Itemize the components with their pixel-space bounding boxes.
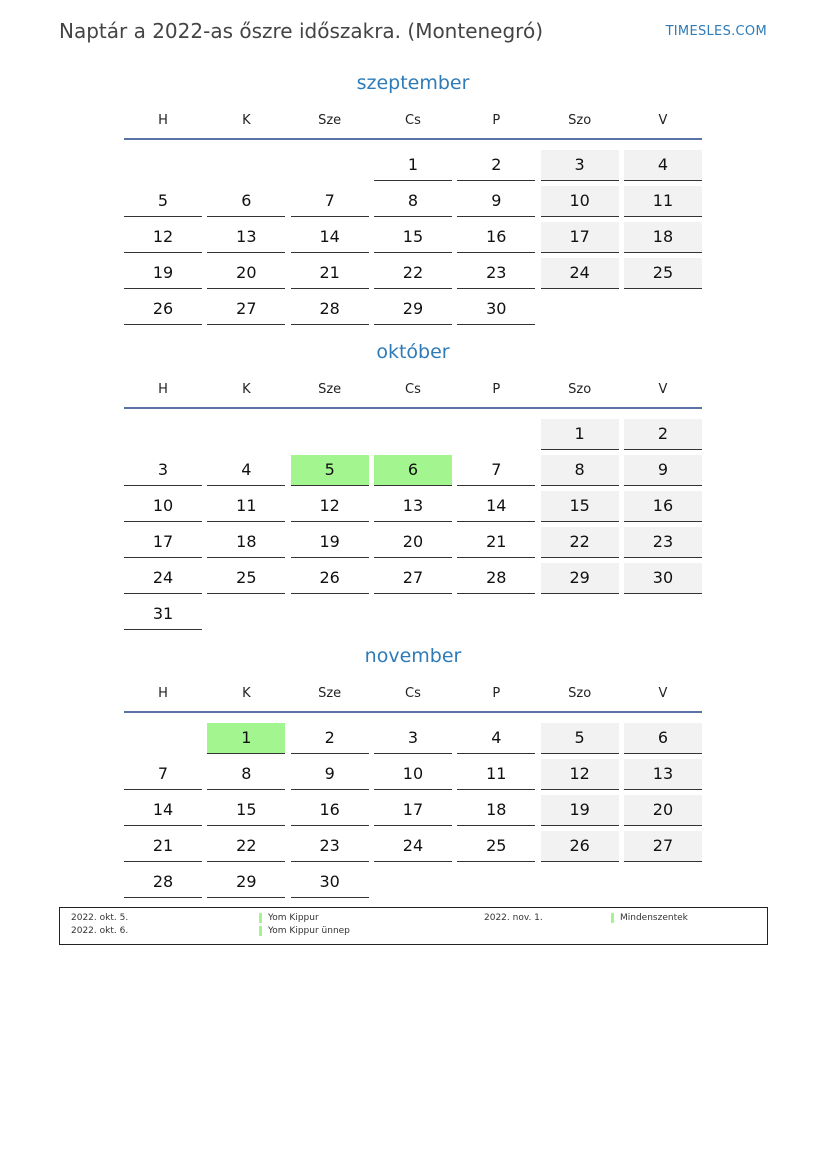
weekday-label: H [158, 112, 168, 128]
weekday-label: Cs [405, 685, 421, 701]
weekend-day-cell: 6 [624, 723, 702, 754]
day-cell: 7 [124, 759, 202, 790]
day-cell: 14 [291, 222, 369, 253]
week-row [124, 522, 702, 558]
day-cell: 2 [457, 150, 535, 181]
empty-day-cell [457, 867, 535, 898]
day-cell: 23 [457, 258, 535, 289]
weekday-label: H [158, 685, 168, 701]
weekend-day-cell: 12 [541, 759, 619, 790]
empty-day-cell [207, 419, 285, 450]
day-cell: 13 [374, 491, 452, 522]
week-row [124, 217, 702, 253]
day-cell: 14 [124, 795, 202, 826]
day-cell: 21 [457, 527, 535, 558]
legend-holiday-name: Mindenszentek [611, 913, 688, 923]
day-cell: 26 [291, 563, 369, 594]
day-cell: 11 [457, 759, 535, 790]
day-cell: 17 [124, 527, 202, 558]
day-cell: 19 [124, 258, 202, 289]
day-cell: 28 [124, 867, 202, 898]
empty-day-cell [207, 150, 285, 181]
day-cell: 31 [124, 599, 202, 630]
empty-day-cell [541, 867, 619, 898]
weekend-day-cell: 4 [624, 150, 702, 181]
weekend-day-cell: 25 [624, 258, 702, 289]
day-cell: 1 [374, 150, 452, 181]
empty-day-cell [624, 867, 702, 898]
day-cell: 4 [207, 455, 285, 486]
weekend-day-cell: 27 [624, 831, 702, 862]
weekend-day-cell: 26 [541, 831, 619, 862]
day-cell: 18 [207, 527, 285, 558]
weekend-day-cell: 17 [541, 222, 619, 253]
day-cell: 9 [291, 759, 369, 790]
month-title: november [364, 645, 462, 667]
weekend-day-cell: 8 [541, 455, 619, 486]
week-row [124, 754, 702, 790]
weekend-day-cell: 19 [541, 795, 619, 826]
weekday-label: Sze [318, 381, 342, 397]
day-cell: 8 [374, 186, 452, 217]
weekday-label: Sze [318, 685, 342, 701]
weekend-day-cell: 30 [624, 563, 702, 594]
holiday-day-cell: 1 [207, 723, 285, 754]
day-cell: 24 [374, 831, 452, 862]
weekend-day-cell: 29 [541, 563, 619, 594]
weekend-day-cell: 3 [541, 150, 619, 181]
week-row [124, 486, 702, 522]
day-cell: 13 [207, 222, 285, 253]
day-cell: 7 [291, 186, 369, 217]
day-cell: 6 [207, 186, 285, 217]
week-row [124, 826, 702, 862]
weekday-label: Szo [568, 112, 592, 128]
day-cell: 12 [291, 491, 369, 522]
day-cell: 30 [457, 294, 535, 325]
weekend-day-cell: 9 [624, 455, 702, 486]
empty-day-cell [457, 599, 535, 630]
weekday-label: V [658, 685, 668, 701]
empty-day-cell [374, 419, 452, 450]
weekend-day-cell: 2 [624, 419, 702, 450]
empty-day-cell [374, 867, 452, 898]
weekend-day-cell: 23 [624, 527, 702, 558]
empty-day-cell [291, 150, 369, 181]
weekday-label: Sze [318, 112, 342, 128]
day-cell: 21 [124, 831, 202, 862]
weekend-day-cell: 24 [541, 258, 619, 289]
day-cell: 14 [457, 491, 535, 522]
day-cell: 22 [207, 831, 285, 862]
weekday-label: V [658, 112, 668, 128]
month-calendar [124, 339, 702, 630]
day-cell: 20 [374, 527, 452, 558]
weekday-label: Szo [568, 685, 592, 701]
empty-day-cell [291, 599, 369, 630]
day-cell: 10 [374, 759, 452, 790]
weekday-label: H [158, 381, 168, 397]
day-cell: 16 [291, 795, 369, 826]
empty-day-cell [124, 419, 202, 450]
weekend-day-cell: 22 [541, 527, 619, 558]
empty-day-cell [124, 150, 202, 181]
weekend-day-cell: 1 [541, 419, 619, 450]
legend-holiday-name: Yom Kippur ünnep [259, 926, 350, 936]
weekday-header [124, 675, 702, 713]
week-row [124, 289, 702, 325]
day-cell: 3 [124, 455, 202, 486]
weekend-day-cell: 5 [541, 723, 619, 754]
empty-day-cell [291, 419, 369, 450]
weekend-day-cell: 18 [624, 222, 702, 253]
empty-day-cell [207, 599, 285, 630]
empty-day-cell [541, 599, 619, 630]
weekday-label: P [492, 112, 501, 128]
day-cell: 26 [124, 294, 202, 325]
day-cell: 12 [124, 222, 202, 253]
day-cell: 29 [207, 867, 285, 898]
day-cell: 10 [124, 491, 202, 522]
day-cell: 28 [457, 563, 535, 594]
day-cell: 8 [207, 759, 285, 790]
month-calendar [124, 643, 702, 898]
week-row [124, 558, 702, 594]
week-row [124, 181, 702, 217]
day-cell: 18 [457, 795, 535, 826]
week-row [124, 414, 702, 450]
weekend-day-cell: 15 [541, 491, 619, 522]
weekday-header [124, 102, 702, 140]
empty-day-cell [457, 419, 535, 450]
page-title: Naptár a 2022-as őszre időszakra. (Montenegró) [59, 19, 544, 43]
day-cell: 24 [124, 563, 202, 594]
day-cell: 20 [207, 258, 285, 289]
week-row [124, 145, 702, 181]
day-cell: 29 [374, 294, 452, 325]
weekday-label: Cs [405, 381, 421, 397]
day-cell: 7 [457, 455, 535, 486]
day-cell: 4 [457, 723, 535, 754]
day-cell: 30 [291, 867, 369, 898]
week-row [124, 253, 702, 289]
week-row [124, 594, 702, 630]
day-cell: 19 [291, 527, 369, 558]
empty-day-cell [624, 599, 702, 630]
weekday-label: K [242, 112, 251, 128]
week-row [124, 450, 702, 486]
weekend-day-cell: 13 [624, 759, 702, 790]
day-cell: 3 [374, 723, 452, 754]
weekday-label: P [492, 381, 501, 397]
legend-date: 2022. okt. 5. [71, 913, 129, 923]
brand-link[interactable]: TIMESLES.COM [665, 24, 767, 39]
weekend-day-cell: 16 [624, 491, 702, 522]
weekday-label: P [492, 685, 501, 701]
month-calendar [124, 70, 702, 325]
week-row [124, 790, 702, 826]
weekday-label: K [242, 685, 251, 701]
day-cell: 21 [291, 258, 369, 289]
empty-day-cell [541, 294, 619, 325]
weekend-day-cell: 11 [624, 186, 702, 217]
holiday-day-cell: 6 [374, 455, 452, 486]
day-cell: 28 [291, 294, 369, 325]
day-cell: 11 [207, 491, 285, 522]
day-cell: 17 [374, 795, 452, 826]
day-cell: 2 [291, 723, 369, 754]
day-cell: 25 [457, 831, 535, 862]
day-cell: 16 [457, 222, 535, 253]
weekday-label: Cs [405, 112, 421, 128]
weekday-header [124, 371, 702, 409]
day-cell: 23 [291, 831, 369, 862]
weekday-label: Szo [568, 381, 592, 397]
day-cell: 27 [374, 563, 452, 594]
weekend-day-cell: 20 [624, 795, 702, 826]
month-title: október [376, 341, 450, 363]
day-cell: 15 [374, 222, 452, 253]
holiday-day-cell: 5 [291, 455, 369, 486]
legend-date: 2022. okt. 6. [71, 926, 129, 936]
month-title: szeptember [356, 72, 470, 94]
week-row [124, 718, 702, 754]
day-cell: 22 [374, 258, 452, 289]
legend-holiday-name: Yom Kippur [259, 913, 319, 923]
week-row [124, 862, 702, 898]
day-cell: 25 [207, 563, 285, 594]
day-cell: 15 [207, 795, 285, 826]
empty-day-cell [624, 294, 702, 325]
empty-day-cell [374, 599, 452, 630]
day-cell: 9 [457, 186, 535, 217]
day-cell: 5 [124, 186, 202, 217]
day-cell: 27 [207, 294, 285, 325]
empty-day-cell [124, 723, 202, 754]
legend-date: 2022. nov. 1. [484, 913, 543, 923]
weekday-label: K [242, 381, 251, 397]
holiday-legend [59, 907, 768, 945]
weekend-day-cell: 10 [541, 186, 619, 217]
weekday-label: V [658, 381, 668, 397]
